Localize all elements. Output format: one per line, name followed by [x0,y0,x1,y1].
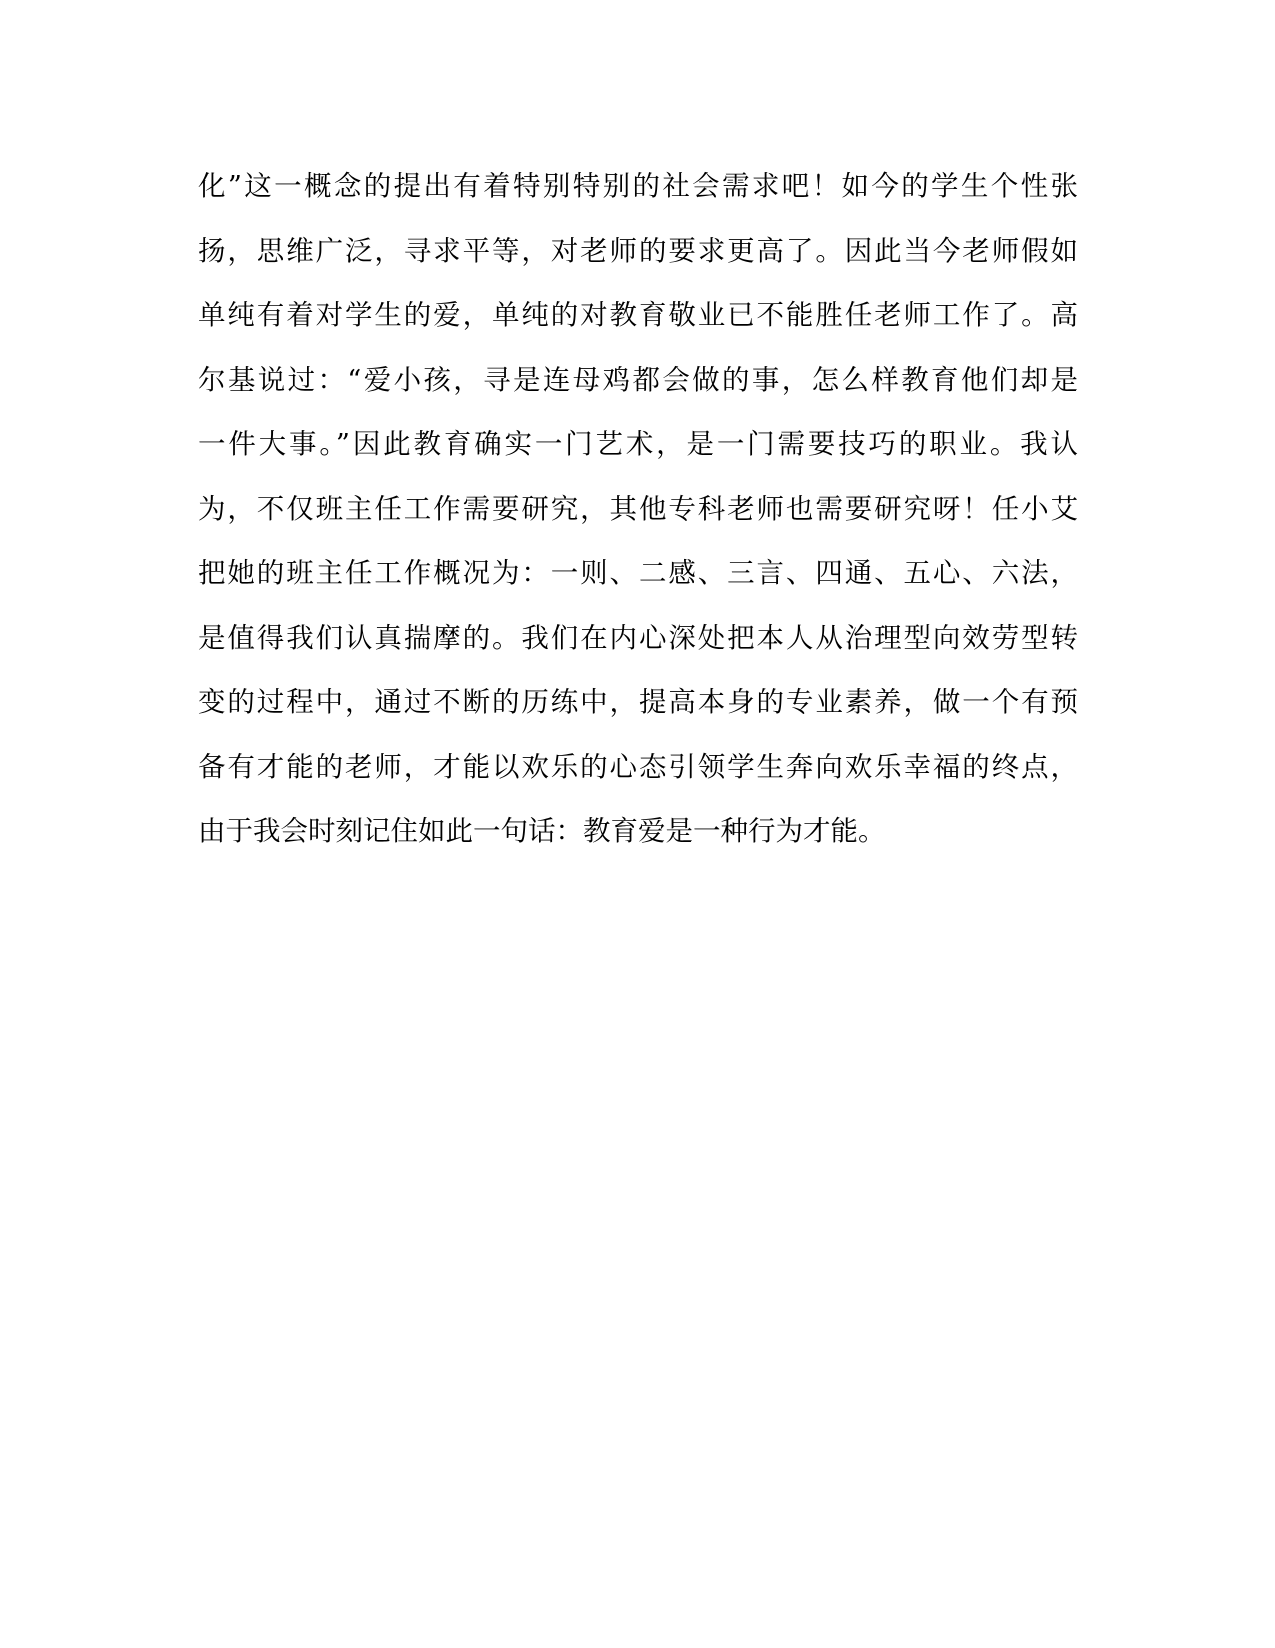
body-paragraph [198,154,1078,864]
text-line: 为，不仅班主任工作需要研究，其他专科老师也需要研究呀！任小艾 [198,492,1078,525]
text-line: 备有才能的老师，才能以欢乐的心态引领学生奔向欢乐幸福的终点， [198,750,1078,783]
text-line: 把她的班主任工作概况为：一则、二感、三言、四通、五心、六法， [198,557,1078,589]
text-line: 是值得我们认真揣摩的。我们在内心深处把本人从治理型向效劳型转 [198,621,1078,654]
text-line: 由于我会时刻记住如此一句话：教育爱是一种行为才能。 [198,815,886,847]
text-line: 单纯有着对学生的爱，单纯的对教育敬业已不能胜任老师工作了。高 [198,299,1078,331]
text-line: 化”这一概念的提出有着特别特别的社会需求吧！如今的学生个性张 [198,170,1078,202]
text-line: 尔基说过：“爱小孩，寻是连母鸡都会做的事，怎么样教育他们却是 [198,363,1078,396]
text-line: 一件大事。”因此教育确实一门艺术，是一门需要技巧的职业。我认 [198,428,1078,460]
text-line: 扬，思维广泛，寻求平等，对老师的要求更高了。因此当今老师假如 [198,234,1078,267]
text-line: 变的过程中，通过不断的历练中，提高本身的专业素养，做一个有预 [198,686,1078,718]
